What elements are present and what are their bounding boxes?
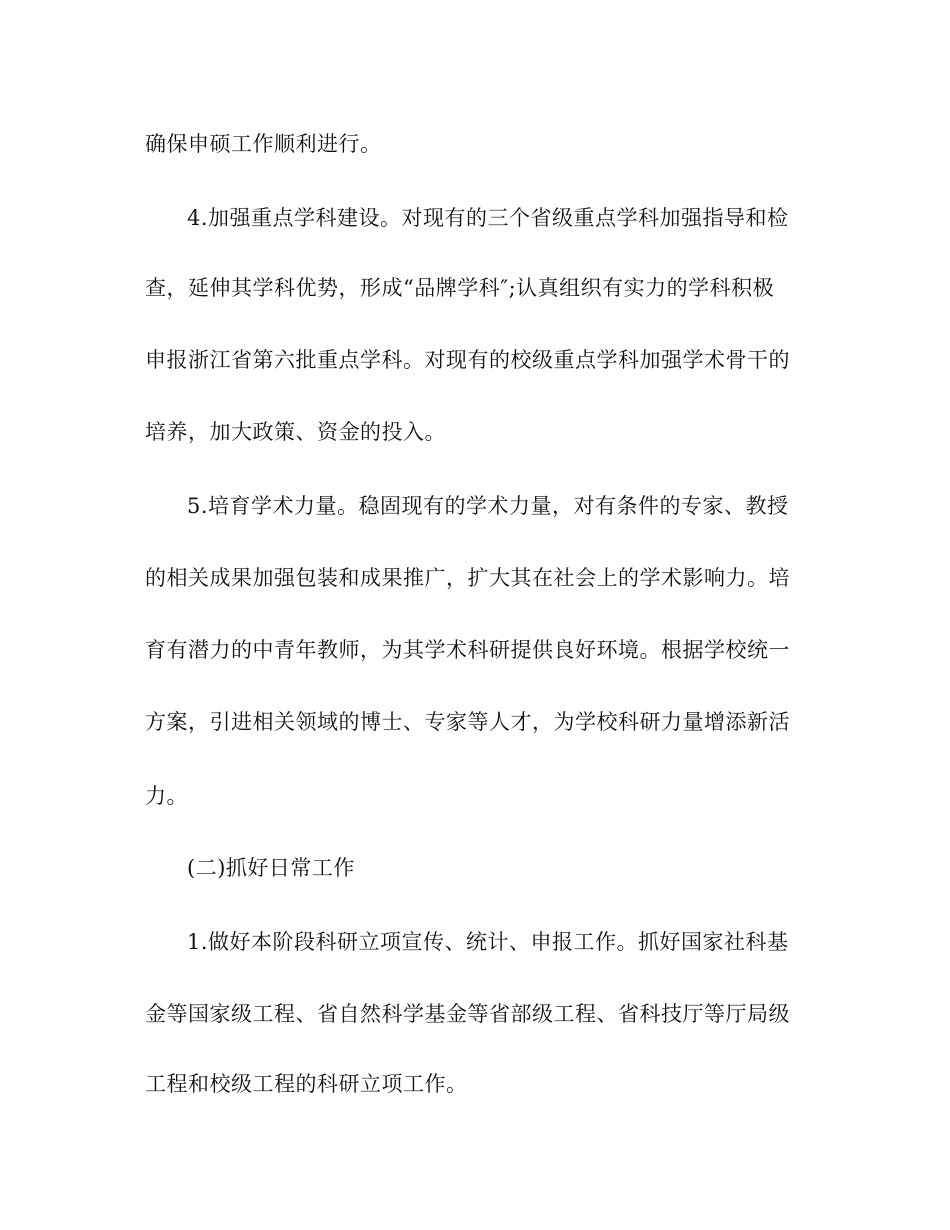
paragraph-line: 金等国家级工程、省自然科学基金等省部级工程、省科技厅等厅局级 (145, 1002, 790, 1026)
paragraph-line: 的相关成果加强包装和成果推广，扩大其在社会上的学术影响力。培 (145, 566, 790, 590)
paragraph-line: 申报浙江省第六批重点学科。对现有的校级重点学科加强学术骨干的 (145, 348, 790, 372)
paragraph-line: 5.培育学术力量。稳固现有的学术力量，对有条件的专家、教授 (187, 494, 789, 518)
paragraph-line: 育有潜力的中青年教师，为其学术科研提供良好环境。根据学校统一 (145, 638, 790, 662)
paragraph-line: 方案，引进相关领域的博士、专家等人才，为学校科研力量增添新活 (145, 710, 790, 734)
paragraph-line: 培养，加大政策、资金的投入。 (145, 420, 446, 444)
paragraph-line: 查，延伸其学科优势，形成“品牌学科″;认真组织有实力的学科积极 (145, 276, 775, 300)
paragraph-line: 确保申硕工作顺利进行。 (145, 132, 382, 156)
paragraph-line: 力。 (145, 784, 188, 808)
paragraph-line: 1.做好本阶段科研立项宣传、统计、申报工作。抓好国家社科基 (187, 930, 789, 954)
paragraph-line: 工程和校级工程的科研立项工作。 (145, 1072, 468, 1096)
section-heading: (二)抓好日常工作 (187, 856, 355, 880)
paragraph-line: 4.加强重点学科建设。对现有的三个省级重点学科加强指导和检 (187, 206, 789, 230)
